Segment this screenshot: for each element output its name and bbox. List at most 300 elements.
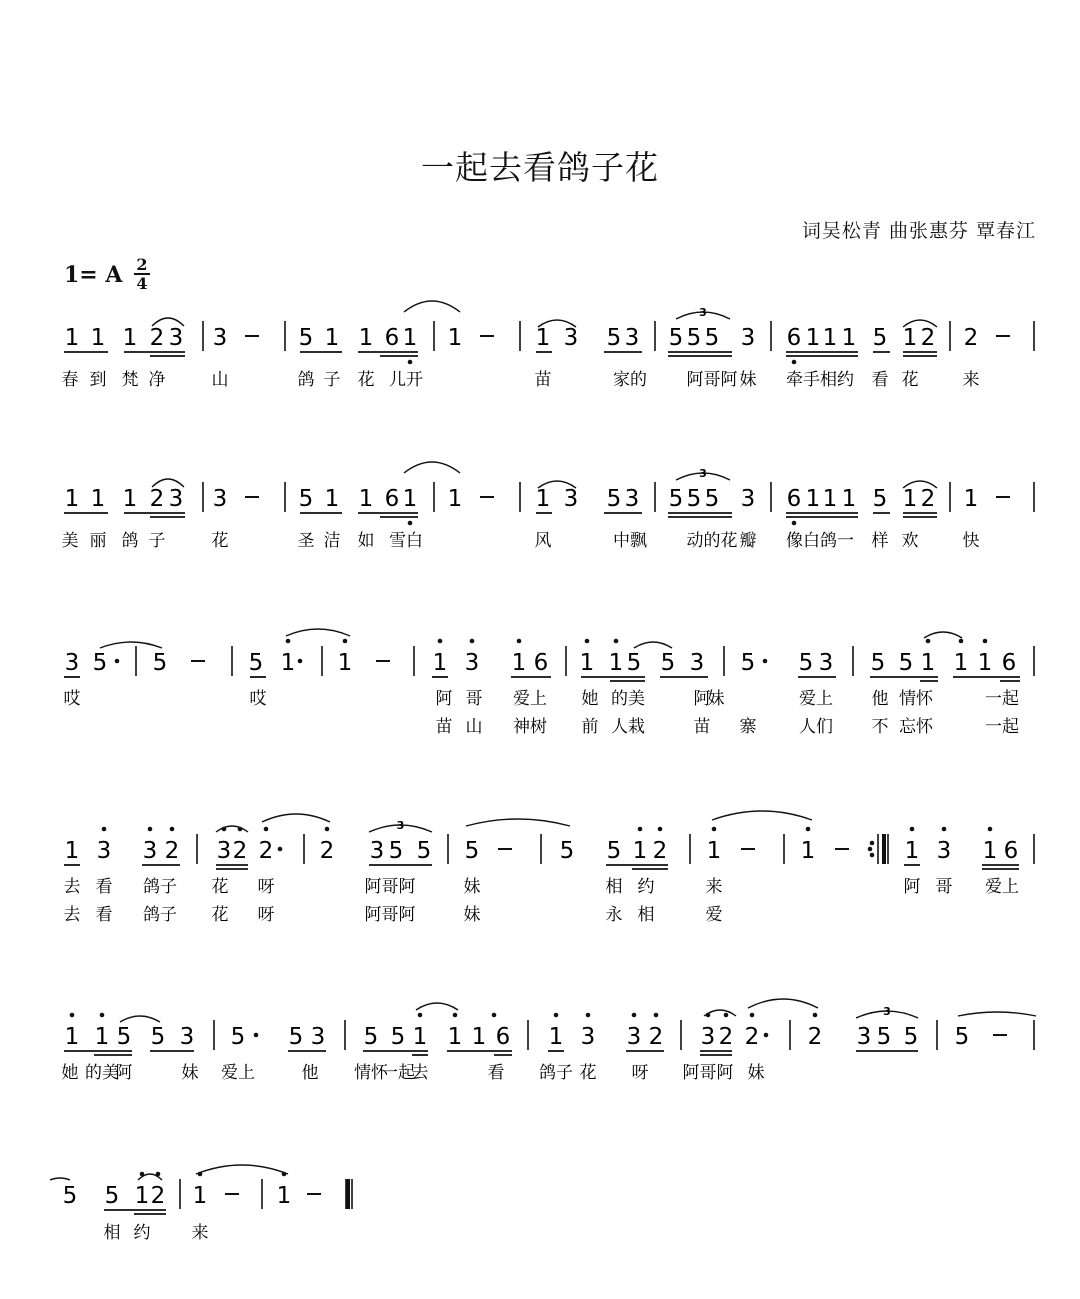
credits: 词吴松青 曲张惠芬 覃春江: [801, 220, 1036, 242]
lyric-syllable: 风: [534, 531, 552, 551]
octave-dot-high: [492, 1013, 497, 1018]
note: 2: [149, 486, 165, 512]
note: 3: [142, 838, 158, 864]
octave-dot-high: [910, 827, 915, 832]
lyric-syllable: 爱: [705, 905, 723, 925]
note: 1: [805, 325, 821, 351]
note: 1: [94, 1024, 110, 1050]
lyric-syllable: 人栽: [611, 717, 645, 737]
octave-dot-high: [70, 1013, 75, 1018]
slur: [416, 1003, 458, 1010]
lyric-syllable: 看: [487, 1063, 505, 1083]
note: 1: [800, 838, 816, 864]
lyric-syllable: 的美: [611, 689, 645, 709]
note: 6: [495, 1024, 511, 1050]
note: 1: [977, 650, 993, 676]
slur: [196, 1165, 288, 1174]
note: 5: [298, 325, 314, 351]
lyric-syllable: 前: [581, 717, 599, 737]
note: 5: [390, 1024, 406, 1050]
lyric-syllable: 看: [95, 905, 113, 925]
lyric-syllable: 阿哥阿: [682, 1063, 734, 1083]
note: 2: [652, 838, 668, 864]
note: 5: [559, 838, 575, 864]
lyric-syllable: 阿哥阿: [364, 877, 416, 897]
note: 3: [624, 486, 640, 512]
triplet-number: 3: [699, 306, 707, 319]
lyric-syllable: 呀: [631, 1063, 649, 1083]
lyric-syllable: 呀: [257, 905, 275, 925]
lyric-syllable: 花: [357, 370, 375, 390]
note: 3: [168, 325, 184, 351]
lyric-syllable: 的美: [85, 1063, 119, 1083]
lyric-syllable: 子: [323, 370, 341, 390]
lyric-syllable: 阿: [435, 689, 453, 709]
note: 5: [388, 838, 404, 864]
note: 5: [230, 1024, 246, 1050]
note: 5: [298, 486, 314, 512]
slur: [748, 999, 818, 1008]
lyric-syllable: 哎: [63, 689, 81, 709]
lyric-syllable: 不: [871, 717, 889, 737]
note: 5: [668, 325, 684, 351]
note: 3: [369, 838, 385, 864]
note: 5: [248, 650, 264, 676]
lyric-syllable: 妹: [181, 1063, 199, 1083]
augmentation-dot: [298, 659, 303, 664]
lyric-syllable: 鸽: [121, 531, 139, 551]
note: 3: [216, 838, 232, 864]
note: 2: [963, 325, 979, 351]
lyric-syllable: 阿哥阿: [686, 370, 738, 390]
note: 5: [606, 486, 622, 512]
slur: [466, 819, 570, 826]
octave-dot-high: [325, 827, 330, 832]
lyric-syllable: 阿: [693, 689, 711, 709]
slur: [924, 632, 962, 638]
repeat-dot: [870, 841, 875, 846]
note: 2: [150, 1183, 166, 1209]
octave-dot-high: [586, 1013, 591, 1018]
note: 3: [580, 1024, 596, 1050]
note: 5: [898, 650, 914, 676]
slur: [634, 642, 672, 648]
note: 5: [288, 1024, 304, 1050]
note: 3: [179, 1024, 195, 1050]
note: 3: [563, 325, 579, 351]
lyric-syllable: 妹: [747, 1063, 765, 1083]
lyric-syllable: 动的花: [686, 531, 738, 551]
note: 5: [416, 838, 432, 864]
lyric-syllable: 梵: [121, 370, 139, 390]
note: 1: [963, 486, 979, 512]
lyric-syllable: 花: [211, 877, 229, 897]
key-signature: 1= A: [64, 262, 123, 288]
note: 1: [276, 1183, 292, 1209]
note: 6: [384, 325, 400, 351]
lyric-syllable: 瓣: [739, 531, 757, 551]
lyric-syllable: 美: [61, 531, 79, 551]
lyric-syllable: 爱上: [221, 1063, 255, 1083]
note: 3: [818, 650, 834, 676]
lyric-syllable: 欢: [901, 531, 919, 551]
octave-dot-high: [453, 1013, 458, 1018]
lyric-syllable: 寨: [739, 717, 757, 737]
octave-dot-high: [959, 639, 964, 644]
note: 3: [740, 325, 756, 351]
lyric-syllable: 鸽子: [143, 877, 177, 897]
note: 1: [902, 325, 918, 351]
lyric-syllable: 他: [301, 1063, 319, 1083]
lyric-syllable: 一起: [985, 689, 1019, 709]
note: 5: [92, 650, 108, 676]
note: 1: [90, 486, 106, 512]
note: 6: [786, 325, 802, 351]
lyric-syllable: 相: [605, 877, 623, 897]
note: 5: [363, 1024, 379, 1050]
note: 1: [402, 486, 418, 512]
lyric-syllable: 家的: [613, 370, 647, 390]
octave-dot-high: [418, 1013, 423, 1018]
lyric-syllable: 哎: [249, 689, 267, 709]
note: 2: [807, 1024, 823, 1050]
note: 6: [786, 486, 802, 512]
octave-dot-low: [408, 521, 413, 526]
octave-dot-high: [264, 827, 269, 832]
lyric-syllable: 情怀: [354, 1063, 388, 1083]
lyric-syllable: 山: [211, 370, 229, 390]
lyric-syllable: 她: [61, 1063, 79, 1083]
note: 1: [706, 838, 722, 864]
note: 1: [632, 838, 648, 864]
note: 1: [337, 650, 353, 676]
lyric-syllable: 约: [133, 1223, 151, 1243]
note: 2: [149, 325, 165, 351]
slur: [50, 1178, 70, 1180]
note: 3: [168, 486, 184, 512]
note: 1: [122, 486, 138, 512]
triplet-number: 3: [396, 819, 405, 832]
lyric-syllable: 爱上: [513, 689, 547, 709]
octave-dot-high: [806, 827, 811, 832]
note: 5: [872, 486, 888, 512]
note: 5: [152, 650, 168, 676]
note: 1: [122, 325, 138, 351]
triplet-number: 3: [699, 467, 707, 480]
note: 1: [64, 325, 80, 351]
slur: [712, 811, 812, 820]
note: 1: [324, 325, 340, 351]
lyric-syllable: 约: [637, 877, 655, 897]
lyric-syllable: 快: [962, 531, 980, 551]
note: 5: [686, 325, 702, 351]
lyric-syllable: 净: [148, 370, 166, 390]
lyric-syllable: 圣: [297, 531, 315, 551]
lyric-syllable: 来: [962, 370, 980, 390]
octave-dot-high: [926, 639, 931, 644]
note: 3: [856, 1024, 872, 1050]
augmentation-dot: [764, 1033, 769, 1038]
page-title: 一起去看鸽子花: [421, 148, 659, 187]
octave-dot-high: [712, 827, 717, 832]
lyric-syllable: 看: [95, 877, 113, 897]
octave-dot-high: [988, 827, 993, 832]
octave-dot-high: [942, 827, 947, 832]
octave-dot-low: [408, 360, 413, 365]
lyric-syllable: 呀: [257, 877, 275, 897]
note: 5: [704, 325, 720, 351]
lyric-syllable: 来: [191, 1223, 209, 1243]
note: 6: [1001, 650, 1017, 676]
lyric-syllable: 苗: [534, 370, 552, 390]
lyric-syllable: 相: [637, 905, 655, 925]
note: 1: [548, 1024, 564, 1050]
note: 5: [626, 650, 642, 676]
note: 1: [447, 486, 463, 512]
note: 5: [876, 1024, 892, 1050]
slur: [958, 1012, 1036, 1016]
note: 5: [104, 1183, 120, 1209]
note: 3: [212, 486, 228, 512]
note: 2: [920, 325, 936, 351]
lyric-syllable: 丽: [89, 531, 107, 551]
lyric-syllable: 妹: [739, 370, 757, 390]
note: 5: [606, 325, 622, 351]
note: 2: [164, 838, 180, 864]
lyric-syllable: 鸽子: [539, 1063, 573, 1083]
augmentation-dot: [254, 1033, 259, 1038]
octave-dot-high: [554, 1013, 559, 1018]
note: 6: [1003, 838, 1019, 864]
lyric-syllable: 花: [579, 1063, 597, 1083]
note: 1: [358, 486, 374, 512]
lyric-syllable: 忘怀: [899, 717, 933, 737]
note: 3: [212, 325, 228, 351]
lyric-syllable: 像白鸽一: [786, 531, 854, 551]
note: 2: [920, 486, 936, 512]
note: 1: [841, 486, 857, 512]
note: 5: [704, 486, 720, 512]
note: 5: [903, 1024, 919, 1050]
slur: [100, 642, 162, 648]
octave-dot-high: [438, 639, 443, 644]
octave-dot-high: [170, 827, 175, 832]
slur: [262, 814, 330, 822]
lyric-syllable: 花: [211, 905, 229, 925]
lyric-syllable: 一起: [985, 717, 1019, 737]
lyric-syllable: 妹: [463, 905, 481, 925]
lyric-syllable: 看: [871, 370, 889, 390]
lyric-syllable: 一起: [381, 1063, 415, 1083]
note: 1: [608, 650, 624, 676]
lyric-syllable: 如: [357, 531, 375, 551]
note: 5: [740, 650, 756, 676]
note: 1: [982, 838, 998, 864]
note: 3: [464, 650, 480, 676]
lyric-syllable: 样: [871, 531, 889, 551]
slur: [216, 826, 248, 832]
octave-dot-high: [750, 1013, 755, 1018]
lyric-syllable: 春: [61, 370, 79, 390]
triplet-number: 3: [883, 1005, 891, 1018]
lyric-syllable: 阿: [903, 877, 921, 897]
octave-dot-high: [983, 639, 988, 644]
note: 3: [626, 1024, 642, 1050]
lyric-syllable: 花: [211, 531, 229, 551]
note: 1: [358, 325, 374, 351]
augmentation-dot: [115, 659, 120, 664]
note: 5: [798, 650, 814, 676]
augmentation-dot: [278, 847, 283, 852]
lyric-syllable: 情怀: [899, 689, 933, 709]
note: 1: [447, 325, 463, 351]
lyric-syllable: 来: [705, 877, 723, 897]
octave-dot-high: [470, 639, 475, 644]
note: 6: [533, 650, 549, 676]
lyric-syllable: 到: [89, 370, 107, 390]
note: 1: [579, 650, 595, 676]
lyric-syllable: 鸽子: [143, 905, 177, 925]
note: 3: [689, 650, 705, 676]
note: 1: [535, 486, 551, 512]
note: 1: [535, 325, 551, 351]
note: 2: [258, 838, 274, 864]
lyric-syllable: 阿: [115, 1063, 133, 1083]
lyric-syllable: 洁: [323, 531, 341, 551]
note: 5: [668, 486, 684, 512]
note: 5: [116, 1024, 132, 1050]
lyric-syllable: 哥: [465, 689, 483, 709]
octave-dot-high: [286, 639, 291, 644]
lyric-syllable: 相: [103, 1223, 121, 1243]
note: 5: [150, 1024, 166, 1050]
note: 3: [310, 1024, 326, 1050]
note: 1: [432, 650, 448, 676]
lyric-syllable: 中飘: [613, 531, 647, 551]
augmentation-dot: [763, 659, 768, 664]
note: 1: [64, 838, 80, 864]
lyric-syllable: 阿哥阿: [364, 905, 416, 925]
lyric-syllable: 妹: [707, 689, 725, 709]
note: 1: [324, 486, 340, 512]
note: 3: [563, 486, 579, 512]
octave-dot-high: [632, 1013, 637, 1018]
note: 3: [64, 650, 80, 676]
augmentation-dot: [868, 847, 873, 852]
note: 6: [384, 486, 400, 512]
lyric-syllable: 妹: [463, 877, 481, 897]
lyric-syllable: 她: [581, 689, 599, 709]
note: 2: [744, 1024, 760, 1050]
note: 3: [96, 838, 112, 864]
note: 1: [280, 650, 296, 676]
note: 1: [192, 1183, 208, 1209]
lyric-syllable: 子: [148, 531, 166, 551]
note: 5: [606, 838, 622, 864]
lyric-syllable: 去: [63, 877, 81, 897]
octave-dot-low: [792, 521, 797, 526]
lyric-syllable: 爱上: [985, 877, 1019, 897]
note: 1: [822, 325, 838, 351]
note: 5: [660, 650, 676, 676]
slur: [404, 301, 460, 312]
note: 5: [870, 650, 886, 676]
note: 1: [841, 325, 857, 351]
note: 1: [471, 1024, 487, 1050]
note: 1: [805, 486, 821, 512]
time-signature-top: 2: [136, 255, 148, 274]
octave-dot-high: [343, 639, 348, 644]
lyric-syllable: 苗: [693, 717, 711, 737]
time-signature-bottom: 4: [136, 274, 148, 293]
lyric-syllable: 儿开: [389, 370, 423, 390]
note: 2: [319, 838, 335, 864]
octave-dot-high: [585, 639, 590, 644]
repeat-dot: [870, 853, 875, 858]
slur: [120, 1016, 160, 1022]
note: 1: [902, 486, 918, 512]
lyric-syllable: 牵手相约: [786, 370, 854, 390]
note: 3: [700, 1024, 716, 1050]
lyric-syllable: 人们: [799, 717, 833, 737]
lyric-syllable: 去: [63, 905, 81, 925]
note: 5: [62, 1183, 78, 1209]
note: 2: [232, 838, 248, 864]
note: 1: [412, 1024, 428, 1050]
note: 5: [686, 486, 702, 512]
lyric-syllable: 永: [605, 905, 623, 925]
note: 5: [464, 838, 480, 864]
octave-dot-high: [100, 1013, 105, 1018]
note: 3: [624, 325, 640, 351]
lyric-syllable: 爱上: [799, 689, 833, 709]
note: 1: [402, 325, 418, 351]
octave-dot-high: [654, 1013, 659, 1018]
lyric-syllable: 苗: [435, 717, 453, 737]
note: 1: [447, 1024, 463, 1050]
note: 1: [953, 650, 969, 676]
octave-dot-high: [638, 827, 643, 832]
note: 1: [64, 486, 80, 512]
note: 2: [718, 1024, 734, 1050]
lyric-syllable: 鸽: [297, 370, 315, 390]
note: 5: [872, 325, 888, 351]
octave-dot-high: [724, 1013, 729, 1018]
note: 1: [822, 486, 838, 512]
lyric-syllable: 神树: [513, 717, 547, 737]
note: 5: [954, 1024, 970, 1050]
note: 1: [90, 325, 106, 351]
note: 3: [936, 838, 952, 864]
octave-dot-high: [813, 1013, 818, 1018]
note: 1: [134, 1183, 150, 1209]
octave-dot-high: [102, 827, 107, 832]
lyric-syllable: 花: [901, 370, 919, 390]
lyric-syllable: 山: [465, 717, 483, 737]
note: 1: [64, 1024, 80, 1050]
octave-dot-high: [148, 827, 153, 832]
octave-dot-high: [658, 827, 663, 832]
lyric-syllable: 去: [411, 1063, 429, 1083]
lyric-syllable: 雪白: [389, 531, 423, 551]
note: 3: [740, 486, 756, 512]
lyric-syllable: 他: [871, 689, 889, 709]
octave-dot-high: [614, 639, 619, 644]
note: 1: [920, 650, 936, 676]
note: 1: [511, 650, 527, 676]
octave-dot-low: [792, 360, 797, 365]
note: 1: [904, 838, 920, 864]
